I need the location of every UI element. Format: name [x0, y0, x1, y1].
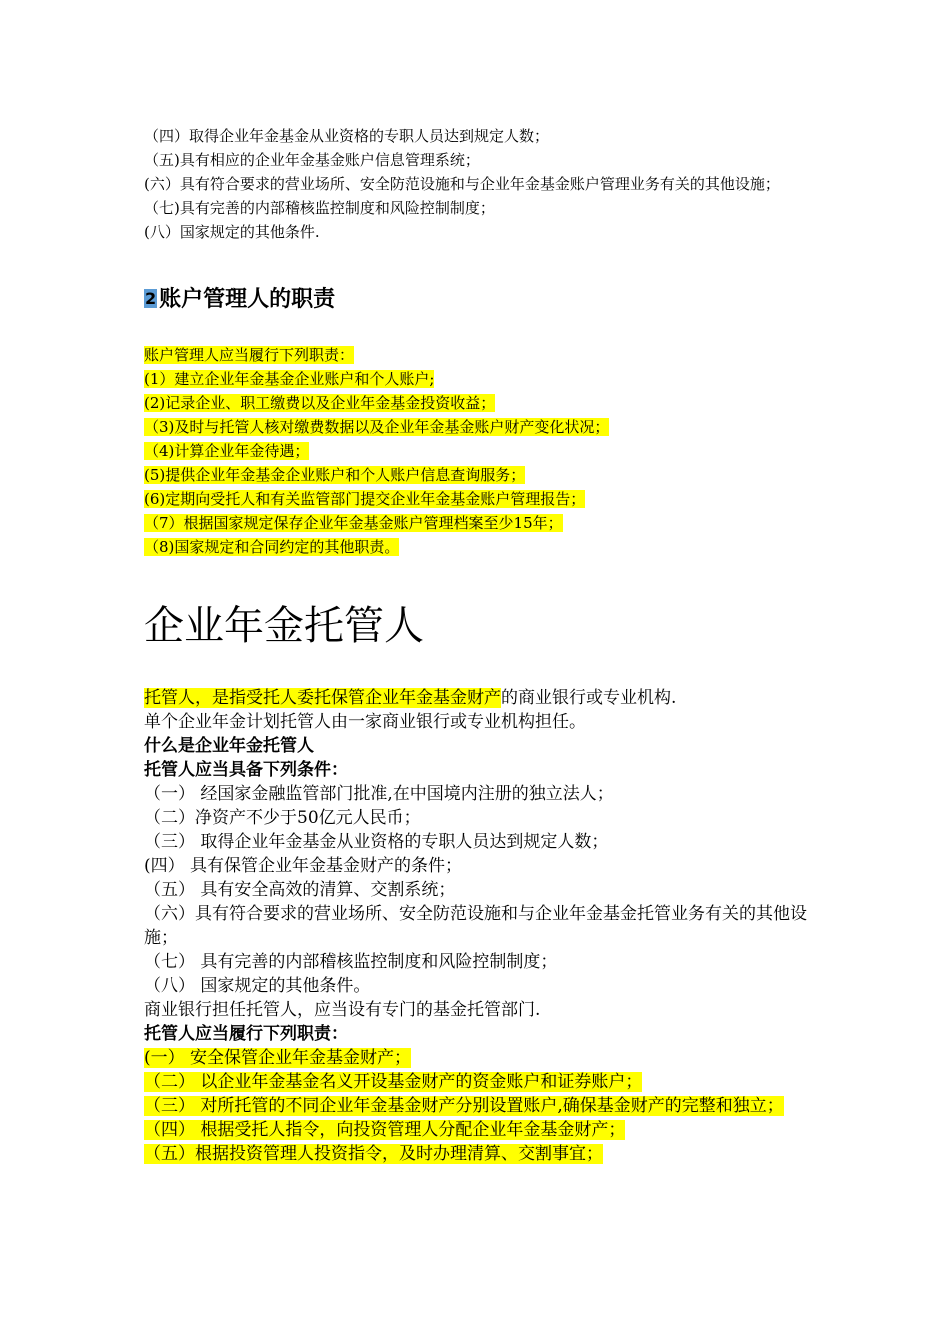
list-item: （七） 具有完善的内部稽核监控制度和风险控制制度； [144, 952, 558, 972]
intro-highlight: 托管人，是指受托人委托保管企业年金基金财产 [144, 688, 501, 708]
page-title: 企业年金托管人 [144, 603, 424, 649]
list-item: （五)具有相应的企业年金基金账户信息管理系统； [144, 151, 480, 169]
intro-paragraph [144, 686, 814, 710]
list-item: (八）国家规定的其他条件. [144, 223, 320, 241]
account-manager-duties [144, 343, 814, 559]
intro-rest: 的商业银行或专业机构. [501, 688, 677, 708]
list-item: （五） 具有安全高效的清算、交割系统； [144, 880, 456, 900]
section-heading [144, 284, 335, 315]
list-item: （二） 以企业年金基金名义开设基金财产的资金账户和证券账户； [144, 1072, 643, 1092]
subheading: 托管人应当履行下列职责： [144, 1024, 348, 1044]
list-item: （四）取得企业年金基金从业资格的专职人员达到规定人数； [144, 127, 550, 145]
list-item: （一） 经国家金融监管部门批准,在中国境内注册的独立法人； [144, 784, 614, 804]
list-item: （六）具有符合要求的营业场所、安全防范设施和与企业年金基金托管业务有关的其他设施； [144, 904, 807, 948]
list-item: （二）净资产不少于50亿元人民币； [144, 808, 421, 828]
list-item: (1）建立企业年金基金企业账户和个人账户; [144, 370, 435, 388]
account-manager-conditions [144, 124, 814, 244]
paragraph: 单个企业年金计划托管人由一家商业银行或专业机构担任。 [144, 712, 586, 732]
list-item: （8)国家规定和合同约定的其他职责。 [144, 538, 400, 556]
list-item: (六）具有符合要求的营业场所、安全防范设施和与企业年金基金账户管理业务有关的其他设施； [144, 175, 780, 193]
list-item: （三） 对所托管的不同企业年金基金财产分别设置账户,确保基金财产的完整和独立； [144, 1096, 784, 1116]
list-item: （八） 国家规定的其他条件。 [144, 976, 371, 996]
paragraph: 商业银行担任托管人，应当设有专门的基金托管部门. [144, 1000, 541, 1020]
list-item: (四） 具有保管企业年金基金财产的条件； [144, 856, 463, 876]
heading-title: 账户管理人的职责 [159, 287, 336, 312]
list-item: （三） 取得企业年金基金从业资格的专职人员达到规定人数； [144, 832, 609, 852]
list-item: （4)计算企业年金待遇； [144, 442, 310, 460]
list-item: （五）根据投资管理人投资指令，及时办理清算、交割事宜； [144, 1144, 603, 1164]
list-item: （3)及时与托管人核对缴费数据以及企业年金基金账户财产变化状况； [144, 418, 610, 436]
list-item: (6)定期向受托人和有关监管部门提交企业年金基金账户管理报告； [144, 490, 586, 508]
list-item: 账户管理人应当履行下列职责： [144, 346, 355, 364]
list-item: （7）根据国家规定保存企业年金基金账户管理档案至少15年； [144, 514, 563, 532]
list-item: （七)具有完善的内部稽核监控制度和风险控制制度； [144, 199, 495, 217]
subheading: 托管人应当具备下列条件： [144, 760, 348, 780]
heading-number: 2 [145, 289, 157, 308]
list-item: (2)记录企业、职工缴费以及企业年金基金投资收益； [144, 394, 496, 412]
list-item: (一） 安全保管企业年金基金财产； [144, 1048, 412, 1068]
trustee-section [144, 686, 814, 1166]
list-item: (5)提供企业年金基金企业账户和个人账户信息查询服务； [144, 466, 526, 484]
list-item: （四） 根据受托人指令，向投资管理人分配企业年金基金财产； [144, 1120, 626, 1140]
subheading: 什么是企业年金托管人 [144, 736, 314, 756]
